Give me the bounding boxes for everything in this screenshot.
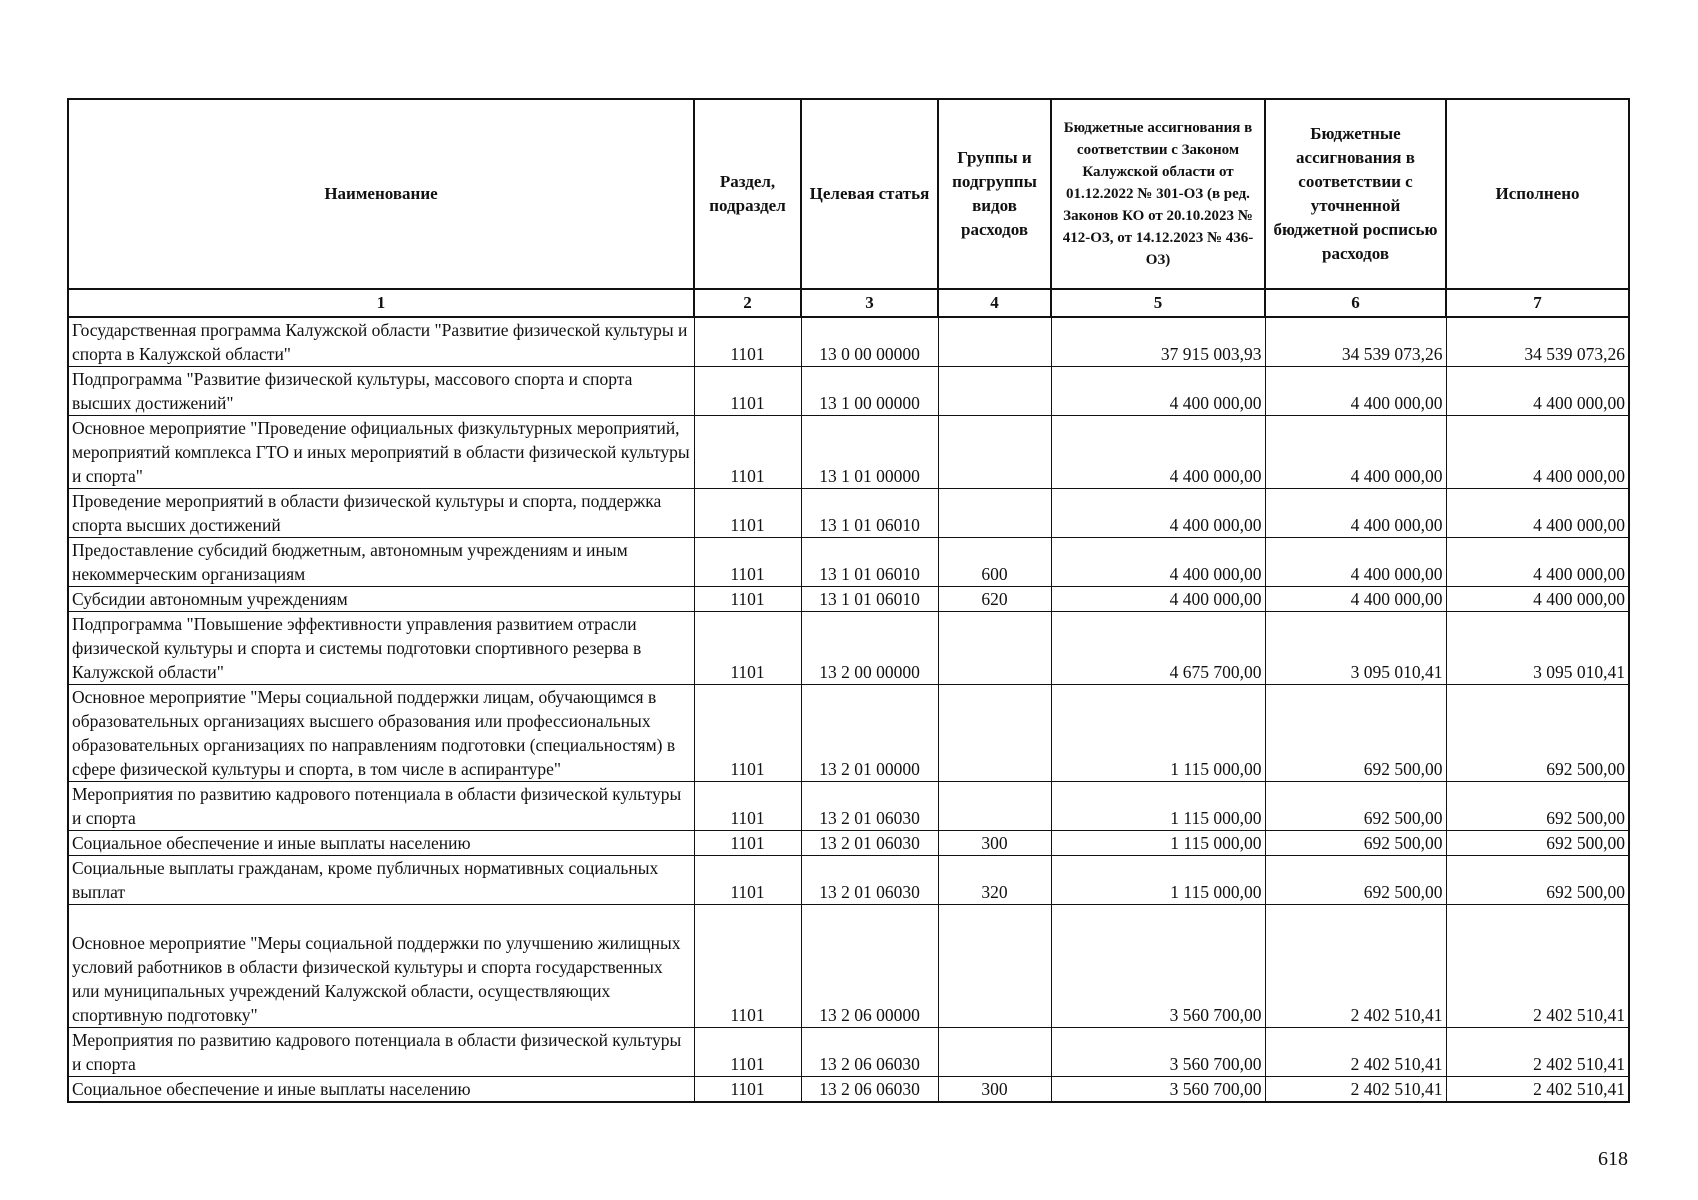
row-section: 1101 xyxy=(694,831,801,856)
table-row xyxy=(68,856,1629,905)
row-law-amount: 3 560 700,00 xyxy=(1051,905,1265,1028)
header-expense-groups: Группы и подгруппы видов расходов xyxy=(938,99,1051,289)
row-law-amount: 1 115 000,00 xyxy=(1051,831,1265,856)
row-name: Субсидии автономным учреждениям xyxy=(68,587,694,612)
row-name: Подпрограмма "Развитие физической культуры, массового спорта и спорта высших достижений" xyxy=(68,367,694,416)
row-schedule-amount: 4 400 000,00 xyxy=(1265,538,1446,587)
row-group: 320 xyxy=(938,856,1051,905)
column-number: 2 xyxy=(694,289,801,317)
row-name: Социальное обеспечение и иные выплаты населению xyxy=(68,831,694,856)
row-group xyxy=(938,416,1051,489)
row-section: 1101 xyxy=(694,587,801,612)
row-section: 1101 xyxy=(694,905,801,1028)
row-law-amount: 1 115 000,00 xyxy=(1051,685,1265,782)
column-number: 3 xyxy=(801,289,938,317)
row-law-amount: 3 560 700,00 xyxy=(1051,1028,1265,1077)
budget-table-container xyxy=(67,98,1628,1103)
header-row xyxy=(68,99,1629,289)
row-schedule-amount: 4 400 000,00 xyxy=(1265,367,1446,416)
row-section: 1101 xyxy=(694,538,801,587)
row-executed-amount: 692 500,00 xyxy=(1446,685,1629,782)
header-section: Раздел, подраздел xyxy=(694,99,801,289)
row-article: 13 2 06 00000 xyxy=(801,905,938,1028)
table-row xyxy=(68,831,1629,856)
row-executed-amount: 4 400 000,00 xyxy=(1446,416,1629,489)
table-row xyxy=(68,1028,1629,1077)
row-executed-amount: 692 500,00 xyxy=(1446,856,1629,905)
row-executed-amount: 692 500,00 xyxy=(1446,782,1629,831)
row-article: 13 1 01 06010 xyxy=(801,538,938,587)
row-group xyxy=(938,489,1051,538)
row-article: 13 2 01 06030 xyxy=(801,782,938,831)
row-name: Мероприятия по развитию кадрового потенциала в области физической культуры и спорта xyxy=(68,1028,694,1077)
row-schedule-amount: 4 400 000,00 xyxy=(1265,587,1446,612)
row-executed-amount: 2 402 510,41 xyxy=(1446,1028,1629,1077)
row-name: Мероприятия по развитию кадрового потенциала в области физической культуры и спорта xyxy=(68,782,694,831)
header-law-allocations: Бюджетные ассигнования в соответствии с Законом Калужской области от 01.12.2022 № 301-ОЗ (в ред. Законов КО от 20.10.2023 № 412-ОЗ, от 14.12.2023 № 436-ОЗ) xyxy=(1051,99,1265,289)
row-executed-amount: 2 402 510,41 xyxy=(1446,1077,1629,1103)
row-schedule-amount: 4 400 000,00 xyxy=(1265,416,1446,489)
row-schedule-amount: 2 402 510,41 xyxy=(1265,905,1446,1028)
row-group: 300 xyxy=(938,831,1051,856)
row-schedule-amount: 692 500,00 xyxy=(1265,685,1446,782)
table-row xyxy=(68,587,1629,612)
table-row xyxy=(68,317,1629,367)
row-article: 13 2 06 06030 xyxy=(801,1028,938,1077)
row-executed-amount: 34 539 073,26 xyxy=(1446,317,1629,367)
header-name: Наименование xyxy=(68,99,694,289)
row-article: 13 2 00 00000 xyxy=(801,612,938,685)
row-law-amount: 4 400 000,00 xyxy=(1051,587,1265,612)
row-executed-amount: 4 400 000,00 xyxy=(1446,367,1629,416)
row-section: 1101 xyxy=(694,782,801,831)
row-executed-amount: 2 402 510,41 xyxy=(1446,905,1629,1028)
column-number: 6 xyxy=(1265,289,1446,317)
row-name: Подпрограмма "Повышение эффективности управления развитием отрасли физической культуры и спорта и системы подготовки спортивного резерва в Калужской области" xyxy=(68,612,694,685)
column-number: 5 xyxy=(1051,289,1265,317)
column-number: 1 xyxy=(68,289,694,317)
table-row xyxy=(68,782,1629,831)
row-name: Основное мероприятие "Проведение официальных физкультурных мероприятий, мероприятий комплекса ГТО и иных мероприятий в области физической культуры и спорта" xyxy=(68,416,694,489)
row-article: 13 2 01 06030 xyxy=(801,831,938,856)
row-section: 1101 xyxy=(694,856,801,905)
row-section: 1101 xyxy=(694,1028,801,1077)
header-executed: Исполнено xyxy=(1446,99,1629,289)
row-law-amount: 4 675 700,00 xyxy=(1051,612,1265,685)
row-name: Предоставление субсидий бюджетным, автономным учреждениям и иным некоммерческим организациям xyxy=(68,538,694,587)
row-group xyxy=(938,905,1051,1028)
row-section: 1101 xyxy=(694,685,801,782)
row-executed-amount: 4 400 000,00 xyxy=(1446,489,1629,538)
row-article: 13 2 01 00000 xyxy=(801,685,938,782)
row-article: 13 2 06 06030 xyxy=(801,1077,938,1103)
row-section: 1101 xyxy=(694,367,801,416)
row-law-amount: 4 400 000,00 xyxy=(1051,416,1265,489)
row-schedule-amount: 34 539 073,26 xyxy=(1265,317,1446,367)
row-schedule-amount: 2 402 510,41 xyxy=(1265,1028,1446,1077)
row-schedule-amount: 692 500,00 xyxy=(1265,831,1446,856)
row-law-amount: 4 400 000,00 xyxy=(1051,367,1265,416)
row-section: 1101 xyxy=(694,1077,801,1103)
row-article: 13 2 01 06030 xyxy=(801,856,938,905)
row-article: 13 1 00 00000 xyxy=(801,367,938,416)
row-law-amount: 37 915 003,93 xyxy=(1051,317,1265,367)
row-article: 13 1 01 00000 xyxy=(801,416,938,489)
row-executed-amount: 4 400 000,00 xyxy=(1446,587,1629,612)
row-group xyxy=(938,317,1051,367)
row-group: 300 xyxy=(938,1077,1051,1103)
row-name: Социальные выплаты гражданам, кроме публичных нормативных социальных выплат xyxy=(68,856,694,905)
row-section: 1101 xyxy=(694,612,801,685)
row-section: 1101 xyxy=(694,416,801,489)
row-name: Основное мероприятие "Меры социальной поддержки лицам, обучающимся в образовательных организациях высшего образования или профессиональных образовательных организациях по направлениям подготовки (специальностям) в сфере физической культуры и спорта, в том числе в аспирантуре" xyxy=(68,685,694,782)
row-group xyxy=(938,782,1051,831)
column-number: 7 xyxy=(1446,289,1629,317)
row-law-amount: 1 115 000,00 xyxy=(1051,856,1265,905)
row-schedule-amount: 3 095 010,41 xyxy=(1265,612,1446,685)
row-law-amount: 3 560 700,00 xyxy=(1051,1077,1265,1103)
row-article: 13 1 01 06010 xyxy=(801,587,938,612)
row-executed-amount: 4 400 000,00 xyxy=(1446,538,1629,587)
page-number: 618 xyxy=(1598,1148,1628,1170)
row-article: 13 0 00 00000 xyxy=(801,317,938,367)
row-executed-amount: 692 500,00 xyxy=(1446,831,1629,856)
row-group xyxy=(938,612,1051,685)
row-name: Социальное обеспечение и иные выплаты населению xyxy=(68,1077,694,1103)
header-schedule-allocations: Бюджетные ассигнования в соответствии с уточненной бюджетной росписью расходов xyxy=(1265,99,1446,289)
row-name: Проведение мероприятий в области физической культуры и спорта, поддержка спорта высших достижений xyxy=(68,489,694,538)
row-law-amount: 1 115 000,00 xyxy=(1051,782,1265,831)
row-law-amount: 4 400 000,00 xyxy=(1051,489,1265,538)
column-number: 4 xyxy=(938,289,1051,317)
row-group: 600 xyxy=(938,538,1051,587)
budget-table xyxy=(67,98,1630,1103)
row-group xyxy=(938,367,1051,416)
row-group: 620 xyxy=(938,587,1051,612)
table-row xyxy=(68,367,1629,416)
table-row xyxy=(68,538,1629,587)
row-executed-amount: 3 095 010,41 xyxy=(1446,612,1629,685)
row-law-amount: 4 400 000,00 xyxy=(1051,538,1265,587)
table-row xyxy=(68,612,1629,685)
row-group xyxy=(938,685,1051,782)
row-schedule-amount: 2 402 510,41 xyxy=(1265,1077,1446,1103)
row-schedule-amount: 692 500,00 xyxy=(1265,856,1446,905)
header-target-article: Целевая статья xyxy=(801,99,938,289)
row-schedule-amount: 692 500,00 xyxy=(1265,782,1446,831)
row-group xyxy=(938,1028,1051,1077)
row-schedule-amount: 4 400 000,00 xyxy=(1265,489,1446,538)
table-row xyxy=(68,905,1629,1028)
row-name: Основное мероприятие "Меры социальной поддержки по улучшению жилищных условий работников в области физической культуры и спорта государственных или муниципальных учреждений Калужской области, осуществляющих спортивную подготовку" xyxy=(68,905,694,1028)
row-name: Государственная программа Калужской области "Развитие физической культуры и спорта в Калужской области" xyxy=(68,317,694,367)
table-row xyxy=(68,416,1629,489)
table-row xyxy=(68,1077,1629,1103)
column-number-row xyxy=(68,289,1629,317)
table-row xyxy=(68,685,1629,782)
row-article: 13 1 01 06010 xyxy=(801,489,938,538)
table-row xyxy=(68,489,1629,538)
row-section: 1101 xyxy=(694,489,801,538)
row-section: 1101 xyxy=(694,317,801,367)
